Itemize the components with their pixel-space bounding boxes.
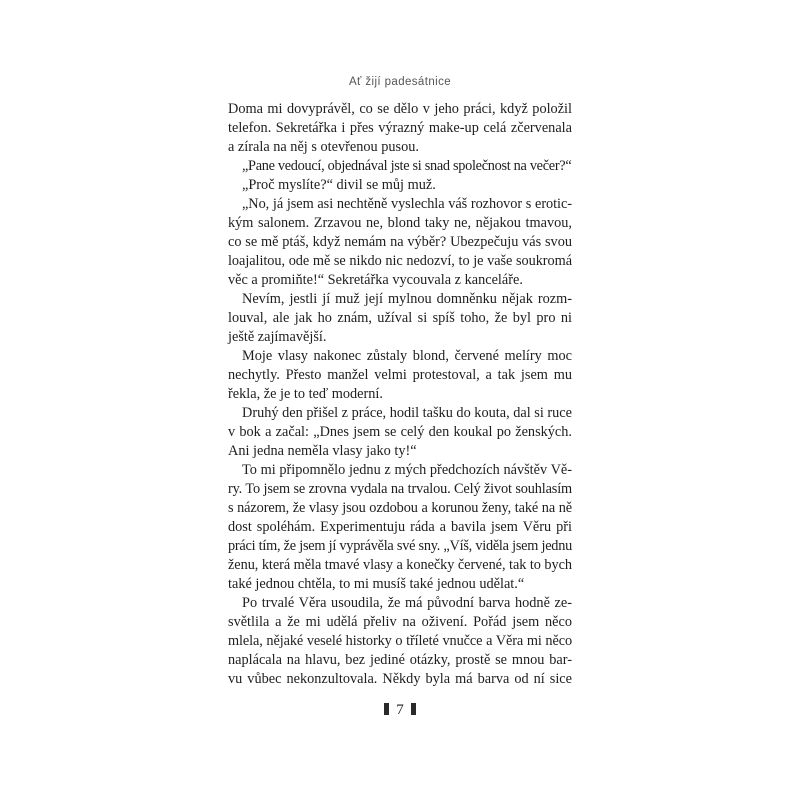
text-line: vu vůbec nekonzultovala. Někdy byla má barva od ní sice — [228, 671, 572, 687]
text-line: Ani jedna neměla vlasy jako ty!“ — [228, 443, 417, 459]
text-line: louval, ale jak ho znám, užíval si spíš toho, že byl pro ni — [228, 310, 572, 326]
text-line: loajalitou, ode mě se nikdo nic nedozví, to je vaše soukromá — [228, 253, 572, 269]
text-line: Po trvalé Věra usoudila, že má původní barva hodně ze- — [242, 595, 572, 611]
text-line: světlila a že mi udělá přeliv na oživení. Pořád jsem něco — [228, 614, 572, 630]
text-line: řekla, že je to teď moderní. — [228, 386, 383, 402]
text-line: v bok a začal: „Dnes jsem se celý den koukal po ženských. — [228, 424, 572, 440]
text-line: ženu, která měla tmavé vlasy a konečky červené, tak to bych — [228, 557, 572, 573]
body-text — [228, 100, 572, 689]
text-line: telefon. Sekretářka i přes výrazný make-up celá zčervenala — [228, 120, 572, 136]
text-line: práci tím, že jsem jí vyprávěla své sny. „Víš, viděla jsem jednu — [228, 538, 572, 554]
text-line: věc a promiňte!“ Sekretářka vycouvala z kanceláře. — [228, 272, 523, 288]
folio-bar-left — [384, 703, 389, 715]
text-line: také jednou chtěla, to mi musíš také jednou udělat.“ — [228, 576, 525, 592]
text-line: nechytly. Přesto manžel velmi protestoval, a tak jsem mu — [228, 367, 572, 383]
text-line: kým salonem. Zrzavou ne, blond taky ne, nějakou tmavou, — [228, 215, 572, 231]
text-line: ry. To jsem se zrovna vydala na trvalou. Celý život souhlasím — [228, 481, 572, 497]
page-number-footer — [0, 702, 800, 719]
text-line: Druhý den přišel z práce, hodil tašku do kouta, dal si ruce — [242, 405, 572, 421]
text-line: ještě zajímavější. — [228, 329, 327, 345]
text-line: Doma mi dovyprávěl, co se dělo v jeho práci, když položil — [228, 101, 572, 117]
text-line: „Pane vedoucí, objednával jste si snad společnost na večer?“ — [242, 158, 572, 174]
text-line: „Proč myslíte?“ divil se můj muž. — [242, 177, 436, 193]
text-line: co se mě ptáš, když nemám na výběr? Ubezpečuju vás svou — [228, 234, 572, 250]
text-line: mlela, nějaké veselé historky o tříleté vnučce a Věra mi něco — [228, 633, 572, 649]
text-line: „No, já jsem asi nechtěně vyslechla váš rozhovor s erotic- — [242, 196, 572, 212]
text-line: naplácala na hlavu, bez jediné otázky, prostě se mnou bar- — [228, 652, 572, 668]
page-number: 7 — [396, 702, 404, 718]
text-line: Nevím, jestli jí muž její mylnou domněnku nějak rozm- — [242, 291, 572, 307]
text-line: Moje vlasy nakonec zůstaly blond, červené melíry moc — [242, 348, 572, 364]
text-line: a zírala na něj s otevřenou pusou. — [228, 139, 419, 155]
folio-bar-right — [411, 703, 416, 715]
running-head: Ať žijí padesátnice — [348, 76, 452, 88]
text-line: s názorem, že vlasy jsou ozdobou a korunou ženy, také na ně — [228, 500, 572, 516]
text-line: dost spoléhám. Experimentuju ráda a bavila jsem Věru při — [228, 519, 572, 535]
text-line: To mi připomnělo jednu z mých předchozích návštěv Vě- — [242, 462, 572, 478]
